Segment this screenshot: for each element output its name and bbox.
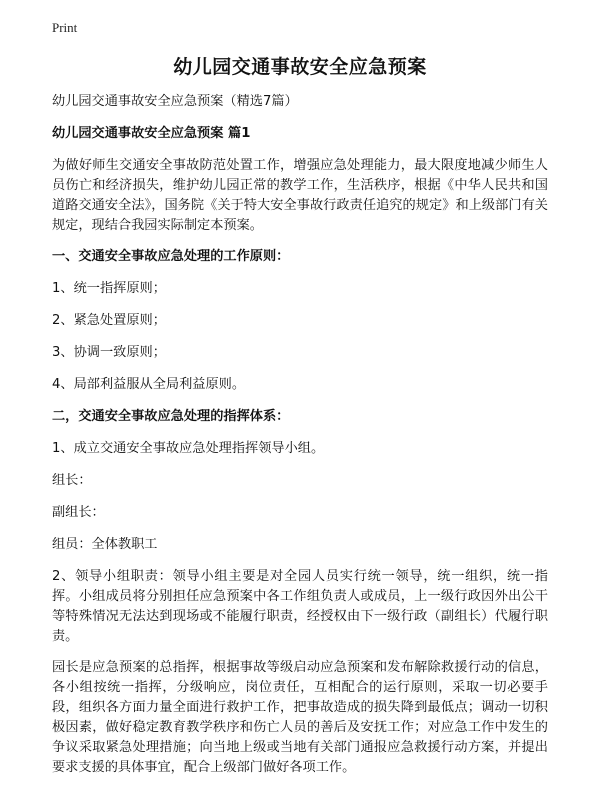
command-item-2: 2、领导小组职责：领导小组主要是对全园人员实行统一领导，统一组织，统一指挥。小组成员将分别担任应急预案中各工作组负责人或成员，上一级行政因外出公干等特殊情况无法达到现场或不能履行职责，经授权由下一级行政（副组长）代履行职责。 (52, 569, 548, 644)
principle-item: 2、紧急处置原则； (52, 313, 166, 328)
intro-paragraph: 为做好师生交通安全事故防范处置工作，增强应急处理能力，最大限度地减少师生人员伤亡和经济损失，维护幼儿园正常的教学工作，生活秩序，根据《中华人民共和国道路交通安全法》，国务院《关于特大安全事故行政责任追究的规定》和上级部门有关规定，现结合我园实际制定本预案。 (52, 158, 548, 233)
section-title: 幼儿园交通事故安全应急预案 篇1 (52, 126, 251, 141)
leader-line: 组长： (52, 473, 92, 488)
members-line: 组员：全体教职工 (52, 537, 158, 552)
principle-item: 4、局部利益服从全局利益原则。 (52, 377, 246, 392)
command-item-1: 1、成立交通安全事故应急处理指挥领导小组。 (52, 441, 325, 456)
document-title: 幼儿园交通事故安全应急预案 (173, 56, 427, 78)
document-subtitle: 幼儿园交通事故安全应急预案（精选7篇） (52, 94, 298, 109)
print-label[interactable]: Print (52, 20, 78, 35)
document-body (52, 92, 548, 789)
commander-paragraph: 园长是应急预案的总指挥，根据事故等级启动应急预案和发布解除救援行动的信息，各小组按统一指挥，分级响应，岗位责任，互相配合的运行原则，采取一切必要手段，组织各方面力量全面进行救护工作，把事故造成的损失降到最低点；调动一切积极因素，做好稳定教育教学秩序和伤亡人员的善后及安抚工作；对应急工作中发生的争议采取紧急处理措施；向当地上级或当地有关部门通报应急救援行动方案，并提出要求支援的具体事宜，配合上级部门做好各项工作。 (52, 660, 548, 775)
heading-work-principles: 一、交通安全事故应急处理的工作原则： (52, 249, 290, 264)
principle-item: 1、统一指挥原则； (52, 281, 166, 296)
heading-command-system: 二，交通安全事故应急处理的指挥体系： (52, 409, 290, 424)
principle-item: 3、协调一致原则； (52, 345, 166, 360)
vice-leader-line: 副组长： (52, 505, 105, 520)
